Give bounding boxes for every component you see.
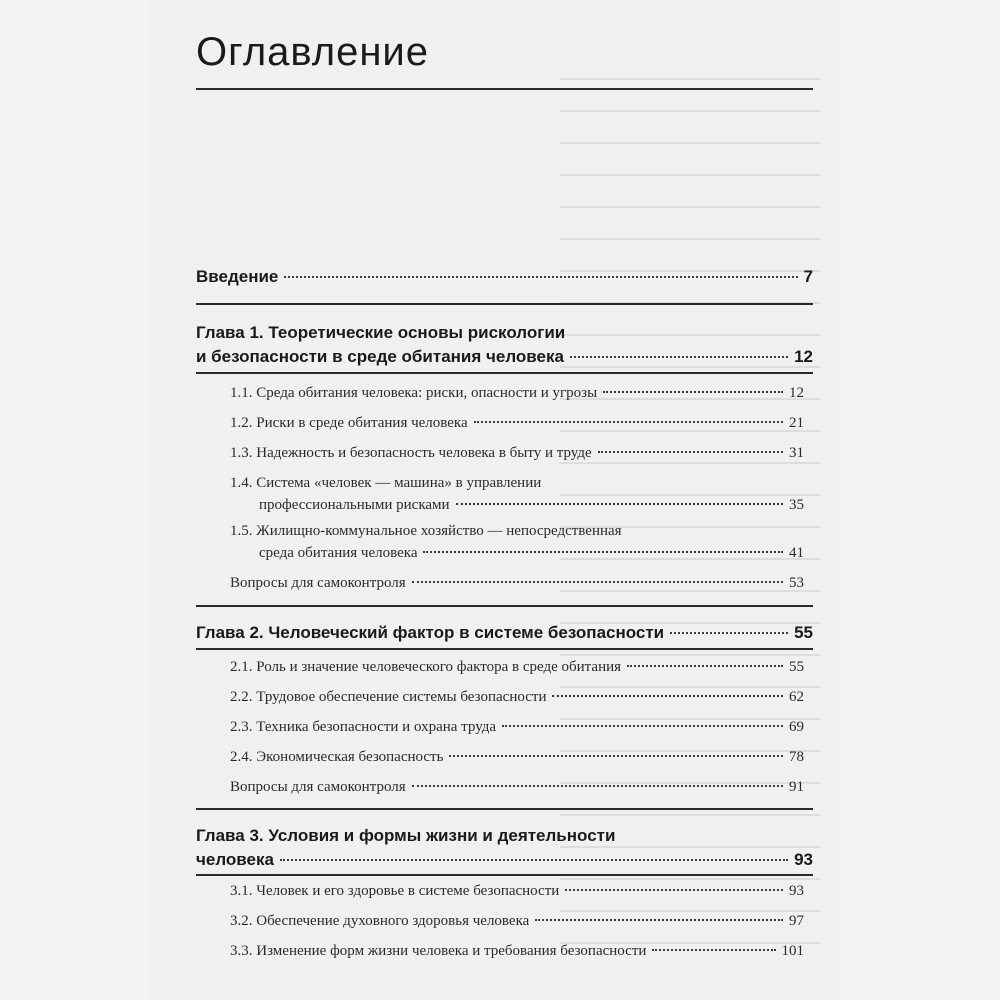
entry-title: среда обитания человека xyxy=(259,545,418,561)
entry-title: профессиональными рисками xyxy=(259,497,450,513)
entry-title: 3.2. Обеспечение духовного здоровья человека xyxy=(230,913,530,929)
dot-leader xyxy=(565,889,783,891)
entry-title: 3.3. Изменение форм жизни человека и требования безопасности xyxy=(230,943,647,959)
toc-section-3-2[interactable] xyxy=(230,910,804,932)
chapter-1-title-line: Глава 1. Теоретические основы рискологии xyxy=(196,323,566,342)
section-1-5-title-line: 1.5. Жилищно-коммунальное хозяйство — непосредственная xyxy=(230,523,622,539)
entry-title: 1.3. Надежность и безопасность человека в быту и труде xyxy=(230,445,592,461)
entry-title: 2.1. Роль и значение человеческого фактора в среде обитания xyxy=(230,659,622,675)
page-number: 69 xyxy=(789,719,804,735)
entry-title: и безопасности в среде обитания человека xyxy=(196,347,564,366)
page-number: 93 xyxy=(789,883,804,899)
page-number: 55 xyxy=(794,623,813,642)
page-number: 53 xyxy=(789,575,804,591)
toc-section-2-1[interactable] xyxy=(230,656,804,678)
dot-leader xyxy=(412,581,783,583)
entry-title: Введение xyxy=(196,267,279,286)
toc-section-2-3[interactable] xyxy=(230,716,804,738)
entry-title: Вопросы для самоконтроля xyxy=(230,779,406,795)
dot-leader xyxy=(670,632,788,634)
toc-questions-1[interactable] xyxy=(230,572,804,594)
toc-chapter-1[interactable] xyxy=(196,346,813,368)
toc-chapter-2[interactable] xyxy=(196,622,813,644)
section-rule xyxy=(196,808,813,810)
page-number: 12 xyxy=(789,385,804,401)
dot-leader xyxy=(502,725,783,727)
section-rule xyxy=(196,605,813,607)
entry-title: 1.2. Риски в среде обитания человека xyxy=(230,415,468,431)
toc-section-1-2[interactable] xyxy=(230,412,804,434)
page-number: 35 xyxy=(789,497,804,513)
page-number: 31 xyxy=(789,445,804,461)
dot-leader xyxy=(456,503,783,505)
toc-section-2-4[interactable] xyxy=(230,746,804,768)
dot-leader xyxy=(423,551,783,553)
page-number: 78 xyxy=(789,749,804,765)
page-number: 55 xyxy=(789,659,804,675)
page-number: 62 xyxy=(789,689,804,705)
page-number: 101 xyxy=(781,943,804,959)
page-number: 7 xyxy=(803,267,813,286)
dot-leader xyxy=(280,859,788,861)
dot-leader xyxy=(570,356,788,358)
page-number: 41 xyxy=(789,545,804,561)
chapter-3-title-line: Глава 3. Условия и формы жизни и деятельности xyxy=(196,826,616,845)
section-rule xyxy=(196,648,813,650)
toc-chapter-intro[interactable] xyxy=(196,266,813,288)
dot-leader xyxy=(627,665,783,667)
section-rule xyxy=(196,303,813,305)
title-rule xyxy=(196,88,813,90)
toc-section-3-3[interactable] xyxy=(230,940,804,962)
dot-leader xyxy=(474,421,783,423)
entry-title: 2.2. Трудовое обеспечение системы безопасности xyxy=(230,689,547,705)
toc-chapter-3[interactable] xyxy=(196,849,813,871)
dot-leader xyxy=(412,785,783,787)
entry-title: 3.1. Человек и его здоровье в системе безопасности xyxy=(230,883,560,899)
dot-leader xyxy=(552,695,783,697)
toc-section-1-3[interactable] xyxy=(230,442,804,464)
section-1-4-title-line: 1.4. Система «человек — машина» в управлении xyxy=(230,475,542,491)
dot-leader xyxy=(652,949,775,951)
dot-leader xyxy=(449,755,783,757)
page-number: 97 xyxy=(789,913,804,929)
toc-section-1-1[interactable] xyxy=(230,382,804,404)
page-number: 91 xyxy=(789,779,804,795)
toc-section-1-4[interactable] xyxy=(230,494,804,516)
dot-leader xyxy=(603,391,783,393)
toc-section-3-1[interactable] xyxy=(230,880,804,902)
toc-section-2-2[interactable] xyxy=(230,686,804,708)
page-number: 12 xyxy=(794,347,813,366)
entry-title: Глава 2. Человеческий фактор в системе безопасности xyxy=(196,623,665,642)
entry-title: 2.3. Техника безопасности и охрана труда xyxy=(230,719,497,735)
entry-title: человека xyxy=(196,850,274,869)
dot-leader xyxy=(598,451,783,453)
page-number: 21 xyxy=(789,415,804,431)
toc-section-1-5[interactable] xyxy=(230,542,804,564)
entry-title: 2.4. Экономическая безопасность xyxy=(230,749,444,765)
entry-title: Вопросы для самоконтроля xyxy=(230,575,406,591)
toc-title: Оглавление xyxy=(196,30,430,74)
section-rule xyxy=(196,372,813,374)
section-rule xyxy=(196,874,813,876)
entry-title: 1.1. Среда обитания человека: риски, опасности и угрозы xyxy=(230,385,598,401)
toc-questions-2[interactable] xyxy=(230,776,804,798)
dot-leader xyxy=(284,276,797,278)
page-number: 93 xyxy=(794,850,813,869)
dot-leader xyxy=(535,919,783,921)
